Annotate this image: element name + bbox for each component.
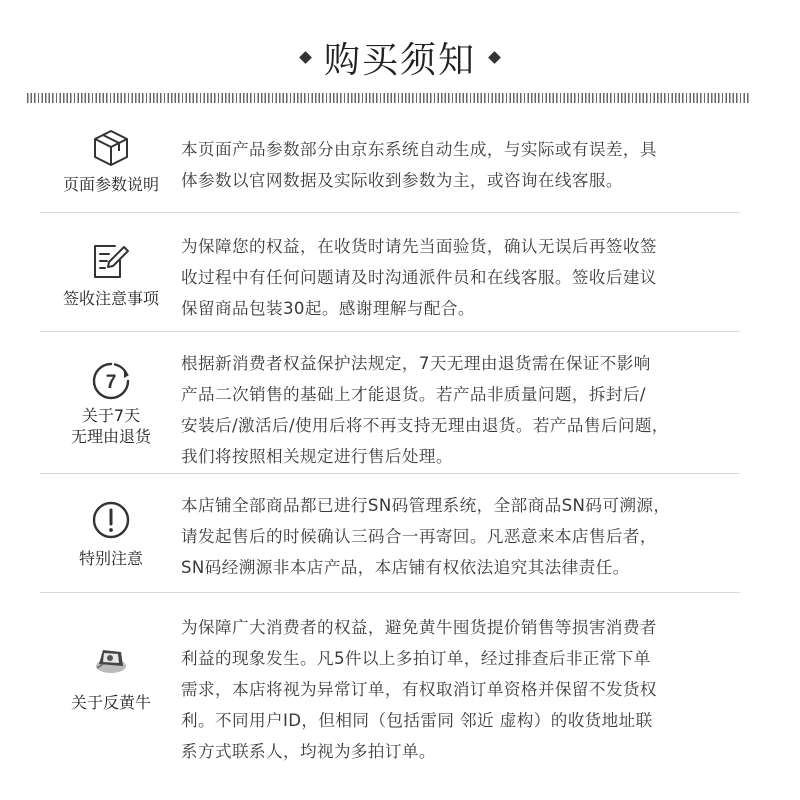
text-line: 为保障您的权益，在收货时请先当面验货，确认无误后再签收签: [181, 237, 657, 256]
section-icon-block: [52, 361, 170, 447]
section-text: [181, 490, 741, 583]
section-label-line: 无理由退货: [70, 427, 151, 446]
text-line: 我们将按照相关规定进行售后处理。: [181, 447, 453, 466]
text-line: 利。不同用户ID，但相同（包括雷同 邻近 虚构）的收货地址联: [181, 711, 653, 730]
section-text: [181, 134, 741, 196]
section-label-line: 关于7天: [81, 406, 141, 425]
text-line: 本页面产品参数部分由京东系统自动生成，与实际或有误差，具: [181, 140, 657, 159]
text-line: 请发起售后的时候确认三码合一再寄回。凡恶意来本店售后者，: [181, 527, 657, 546]
section-divider: [40, 212, 740, 213]
svg-text:7: 7: [105, 372, 117, 393]
section-divider: [40, 592, 740, 593]
cube-icon: [92, 128, 130, 168]
section-text: [181, 231, 741, 324]
text-line: 系方式联系人，均视为多拍订单。: [181, 742, 436, 761]
text-line: 产品二次销售的基础上才能退货。若产品非质量问题，拆封后/: [181, 385, 646, 404]
section-label: [71, 405, 151, 447]
section-label: 签收注意事项: [62, 289, 159, 308]
edit-document-icon: [91, 242, 131, 282]
section-text: [181, 612, 741, 767]
text-line: 收过程中有任何问题请及时沟通派件员和在线客服。签收后建议: [181, 268, 657, 287]
anti-scalper-icon: [94, 644, 128, 676]
diamond-right-icon: [488, 51, 501, 64]
diamond-left-icon: [299, 51, 312, 64]
section-icon-block: [52, 242, 170, 309]
exclamation-circle-icon: [91, 500, 131, 540]
text-line: 保留商品包装30起。感谢理解与配合。: [181, 299, 475, 318]
text-line: 体参数以官网数据及实际收到参数为主，或咨询在线客服。: [181, 171, 623, 190]
section-icon-block: [52, 644, 170, 713]
section-text: [181, 348, 741, 472]
text-line: 需求，本店将视为异常订单，有权取消订单资格并保留不发货权: [181, 680, 657, 699]
text-line: 安装后/激活后/使用后将不再支持无理由退货。若产品售后问题，: [181, 416, 669, 435]
section-divider: [40, 473, 740, 474]
section-icon-block: [52, 500, 170, 569]
text-line: 根据新消费者权益保护法规定，7天无理由退货需在保证不影响: [181, 354, 651, 373]
section-label: 特别注意: [78, 549, 143, 568]
page-header: [0, 32, 800, 82]
text-line: SN码经溯源非本店产品，本店铺有权依法追究其法律责任。: [181, 558, 630, 577]
text-line: 本店铺全部商品都已进行SN码管理系统，全部商品SN码可溯源，: [181, 496, 671, 515]
section-divider: [40, 331, 740, 332]
dotted-ruler-divider: [27, 93, 749, 103]
page-title: 购买须知: [323, 39, 476, 81]
text-line: 利益的现象发生。凡5件以上多拍订单，经过排查后非正常下单: [181, 649, 651, 668]
text-line: 为保障广大消费者的权益，避免黄牛囤货提价销售等损害消费者: [181, 618, 657, 637]
section-icon-block: [52, 128, 170, 195]
seven-day-return-icon: [91, 361, 131, 401]
section-label: 关于反黄牛: [70, 693, 151, 712]
section-label: 页面参数说明: [62, 175, 159, 194]
